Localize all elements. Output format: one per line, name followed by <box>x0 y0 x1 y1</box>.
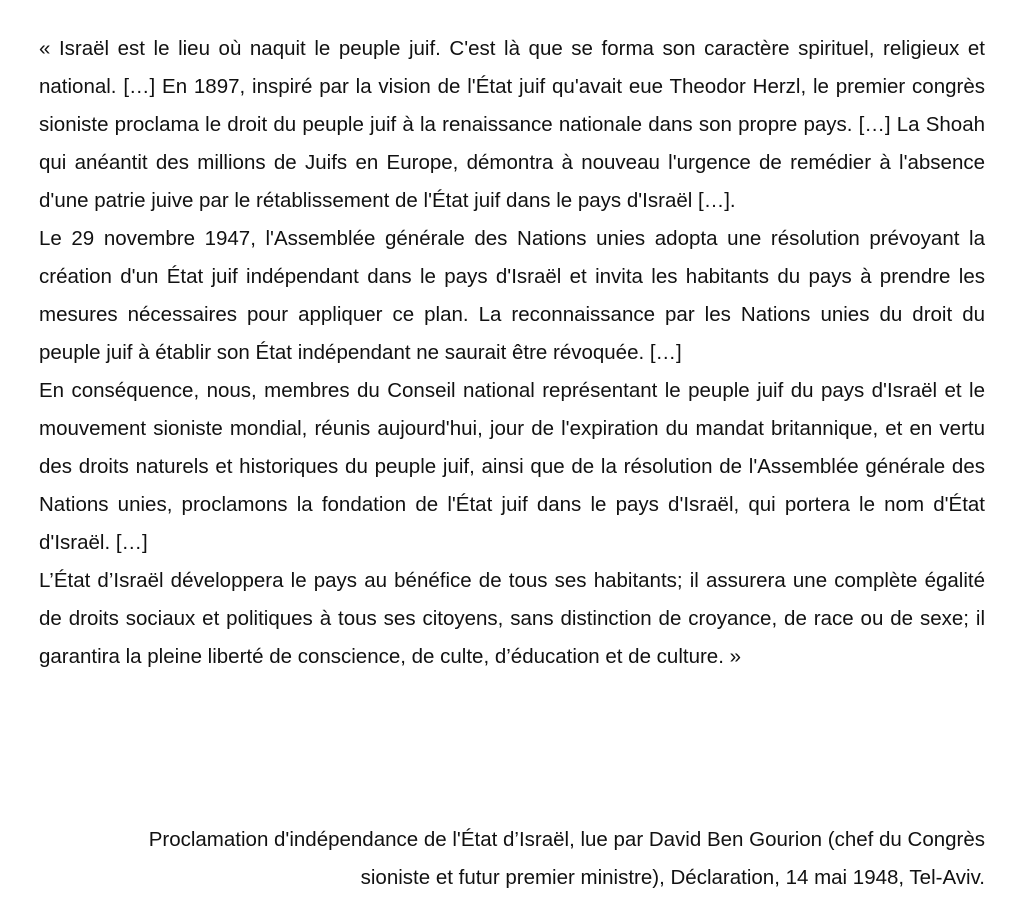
document-body <box>39 30 985 676</box>
paragraph-intro: « Israël est le lieu où naquit le peuple juif. C'est là que se forma son caractère spirituel, religieux et national. […] En 1897, inspiré par la vision de l'État juif qu'avait eue Theodor Herzl, le premier congrès sioniste proclama le droit du peuple juif à la renaissance nationale dans son propre pays. […] La Shoah qui anéantit des millions de Juifs en Europe, démontra à nouveau l'urgence de remédier à l'absence d'une patrie juive par le rétablissement de l'État juif dans le pays d'Israël […]. <box>39 37 985 212</box>
paragraph-equality: L’État d’Israël développera le pays au bénéfice de tous ses habitants; il assurera une complète égalité de droits sociaux et politiques à tous ses citoyens, sans distinction de croyance, de race ou de sexe; il garantira la pleine liberté de conscience, de culte, d’éducation et de culture. » <box>39 569 985 668</box>
paragraph-un-resolution: Le 29 novembre 1947, l'Assemblée générale des Nations unies adopta une résolution prévoyant la création d'un État juif indépendant dans le pays d'Israël et invita les habitants du pays à prendre les mesures nécessaires pour appliquer ce plan. La reconnaissance par les Nations unies du droit du peuple juif à établir son État indépendant ne saurait être révoquée. […] <box>39 227 985 364</box>
paragraph-proclamation: En conséquence, nous, membres du Conseil national représentant le peuple juif du pays d'Israël et le mouvement sioniste mondial, réunis aujourd'hui, jour de l'expiration du mandat britannique, et en vertu des droits naturels et historiques du peuple juif, ainsi que de la résolution de l'Assemblée générale des Nations unies, proclamons la fondation de l'État juif dans le pays d'Israël, qui portera le nom d'État d'Israël. […] <box>39 379 985 554</box>
source-citation: Proclamation d'indépendance de l'État d’Israël, lue par David Ben Gourion (chef du Congrès sioniste et futur premier ministre), Déclaration, 14 mai 1948, Tel-Aviv. <box>148 828 985 889</box>
